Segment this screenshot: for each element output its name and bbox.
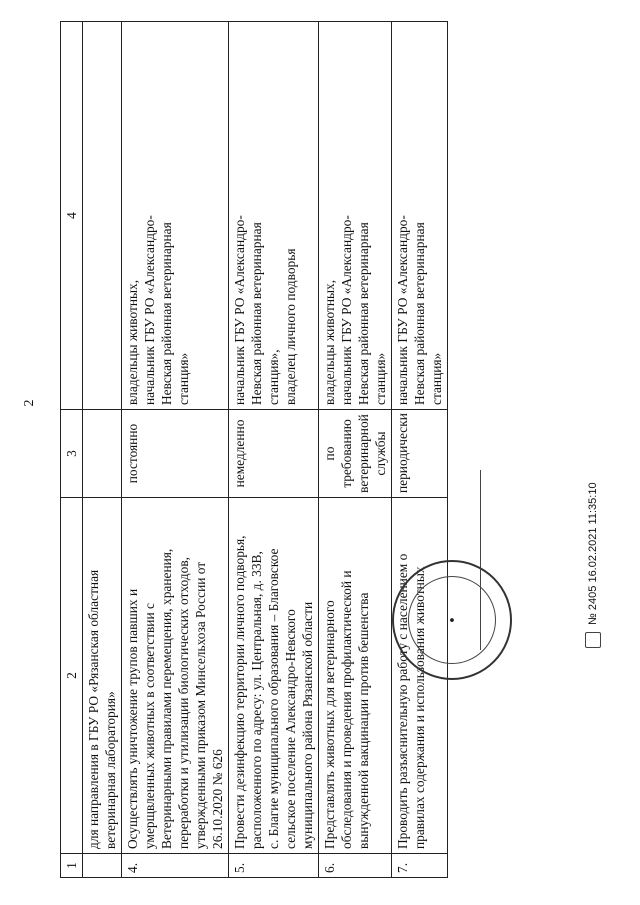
- cell-responsible: [229, 22, 319, 410]
- line: с. Благие муниципального образования – Благовское: [266, 548, 281, 849]
- page-number: 2: [22, 399, 37, 407]
- cell-action: [122, 498, 229, 854]
- line: Невская районная ветеринарная: [159, 222, 174, 405]
- cell-responsible: [319, 22, 392, 410]
- cell-responsible: [392, 22, 448, 410]
- line: Осуществлять уничтожение трупов павших и: [125, 588, 140, 849]
- line: Проводить разъяснительную работу с населением о: [395, 553, 410, 849]
- cell-action: [319, 498, 392, 854]
- cell-num: [83, 854, 122, 878]
- table-header-row: [61, 22, 83, 878]
- line: утвержденными приказом Минсельхоза России от: [193, 561, 208, 849]
- cell-num: 4.: [122, 854, 229, 878]
- rotated-table-container: [60, 22, 444, 878]
- seal-icon: ●: [447, 617, 457, 623]
- line: расположенного по адресу: ул. Центральная, д. 33В,: [249, 551, 264, 849]
- measures-table: [60, 21, 448, 878]
- line: сельское поселение Александро-Невского: [283, 609, 298, 849]
- cell-responsible: [83, 22, 122, 410]
- registry-logo-icon: [585, 632, 601, 648]
- line: начальник ГБУ РО «Александро-: [232, 215, 247, 405]
- line: Представлять животных для ветеринарного: [322, 600, 337, 849]
- line: муниципального района Рязанской области: [300, 601, 315, 849]
- line: Невская районная ветеринарная: [249, 222, 264, 405]
- line: станция»: [429, 352, 444, 405]
- table-row-6: [319, 22, 392, 878]
- cell-term: постоянно: [122, 410, 229, 498]
- cell-term: немедленно: [229, 410, 319, 498]
- line: по: [322, 446, 337, 461]
- line: Невская районная ветеринарная: [412, 222, 427, 405]
- header-col-1: 1: [61, 854, 83, 878]
- official-seal-stamp: [392, 560, 512, 680]
- line: владельцы животных,: [125, 279, 140, 405]
- line: начальник ГБУ РО «Александро-: [339, 215, 354, 405]
- header-col-4: 4: [61, 22, 83, 410]
- registration-footer: [585, 448, 607, 648]
- cell-responsible: [122, 22, 229, 410]
- cell-num: 7.: [392, 854, 448, 878]
- line: Ветеринарными правилами перемещения, хранения,: [159, 548, 174, 849]
- line: ветеринарной: [356, 414, 371, 493]
- header-col-3: 3: [61, 410, 83, 498]
- line: требованию: [339, 419, 354, 488]
- line: начальник ГБУ РО «Александро-: [395, 215, 410, 405]
- line: службы: [373, 431, 388, 476]
- cell-term: [319, 410, 392, 498]
- cell-action: для направления в ГБУ РО «Рязанская областная ветеринарная лаборатория»: [83, 498, 122, 854]
- cell-term: периодически: [392, 410, 448, 498]
- line: Невская районная ветеринарная: [356, 222, 371, 405]
- line: переработки и утилизации биологических отходов,: [176, 557, 191, 849]
- signature-line: [480, 470, 481, 590]
- line: станция»,: [266, 349, 281, 405]
- table-row-4: [122, 22, 229, 878]
- line: вынужденной вакцинации против бешенства: [356, 592, 371, 849]
- cell-action: [229, 498, 319, 854]
- line: владельцы животных,: [322, 279, 337, 405]
- table-row-7: [392, 22, 448, 878]
- line: умерщвленных животных в соответствии с: [142, 603, 157, 849]
- line: начальник ГБУ РО «Александро-: [142, 215, 157, 405]
- registration-number: № 2405 16.02.2021 11:35:10: [586, 482, 599, 625]
- header-col-2: 2: [61, 498, 83, 854]
- cell-num: 5.: [229, 854, 319, 878]
- line: Провести дезинфекцию территории личного подворья,: [232, 535, 247, 849]
- line: 26.10.2020 № 626: [210, 749, 225, 849]
- table-row-5: [229, 22, 319, 878]
- table-row-continuation: [83, 22, 122, 878]
- signature-line: [480, 590, 481, 650]
- line: правилах содержания и использования животных: [412, 566, 427, 849]
- cell-num: 6.: [319, 854, 392, 878]
- line: владелец личного подворья: [283, 248, 298, 405]
- line: станция»: [373, 352, 388, 405]
- line: обследования и проведения профилактической и: [339, 570, 354, 849]
- cell-term: [83, 410, 122, 498]
- line: станция»: [176, 352, 191, 405]
